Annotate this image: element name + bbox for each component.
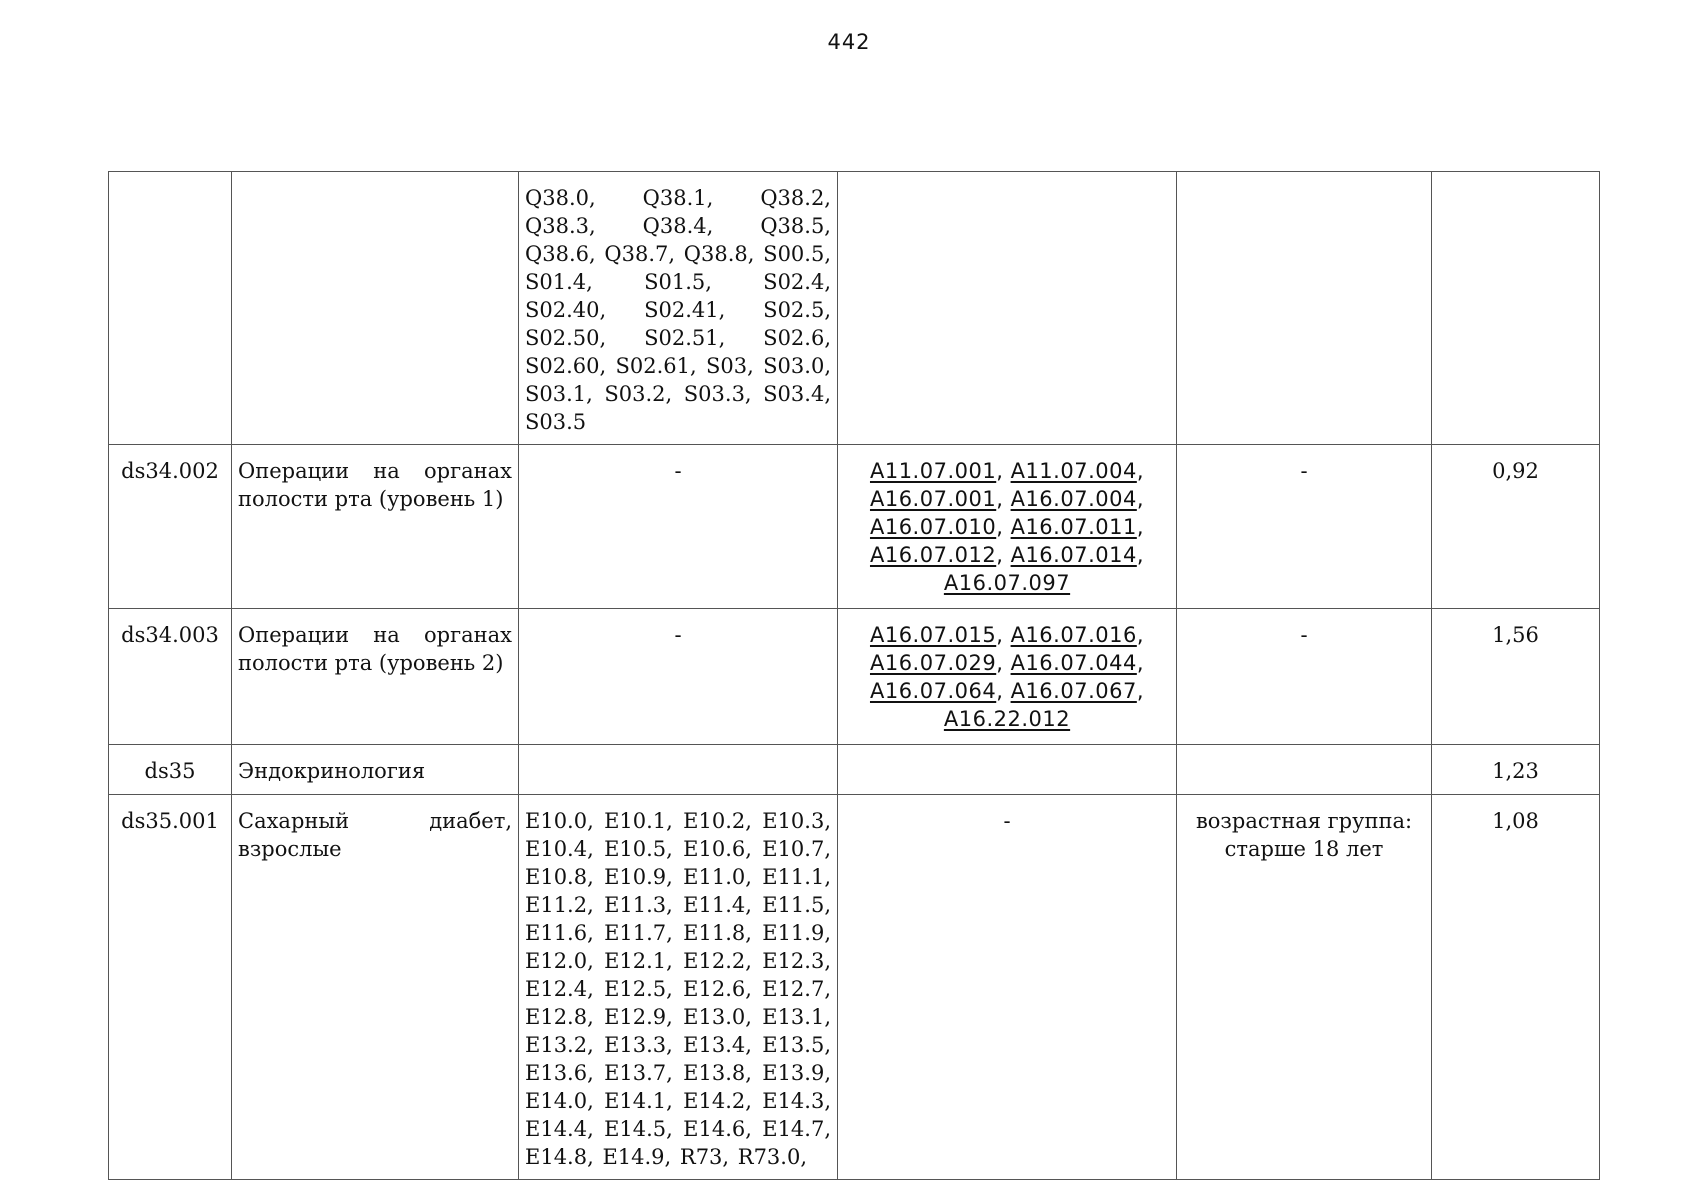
operation-code-link[interactable]: A16.07.004	[1010, 487, 1137, 511]
table-row	[109, 745, 1600, 795]
table-row	[109, 445, 1600, 609]
extra-criteria-cell: -	[1177, 609, 1432, 745]
operation-codes-cell	[838, 745, 1177, 795]
diagnosis-codes-cell	[519, 745, 838, 795]
coefficient-cell: 1,23	[1432, 745, 1600, 795]
group-name-cell	[232, 445, 519, 609]
diagnosis-codes-cell: -	[519, 445, 838, 609]
operation-code-link[interactable]: A16.07.015	[869, 623, 997, 647]
group-name-first-line: Операции на органах	[238, 623, 512, 647]
group-code-cell	[109, 172, 232, 445]
group-name-cell	[232, 609, 519, 745]
operation-code-link[interactable]: A16.07.067	[1010, 679, 1137, 703]
operation-code-link[interactable]: A16.07.044	[1010, 651, 1137, 675]
group-code-cell: ds35	[109, 745, 232, 795]
coefficient-cell: 1,08	[1432, 795, 1600, 1180]
group-name-cell	[232, 795, 519, 1180]
extra-criteria-cell: возрастная группа: старше 18 лет	[1177, 795, 1432, 1180]
operation-code-link[interactable]: A16.07.064	[869, 679, 997, 703]
coefficient-cell: 0,92	[1432, 445, 1600, 609]
group-code-cell: ds35.001	[109, 795, 232, 1180]
operation-code-link[interactable]: A16.07.029	[869, 651, 997, 675]
group-name-first-line: Сахарный диабет,	[238, 809, 512, 833]
operation-codes-cell: A11.07.001, A11.07.004, A16.07.001, A16.07.004, A16.07.010, A16.07.011, A16.07.012, A16.07.014, A16.07.097	[838, 445, 1177, 609]
extra-criteria-cell	[1177, 745, 1432, 795]
extra-criteria-cell	[1177, 172, 1432, 445]
group-code-cell: ds34.003	[109, 609, 232, 745]
extra-criteria-cell: -	[1177, 445, 1432, 609]
operation-code-link[interactable]: A16.07.012	[869, 543, 997, 567]
diagnosis-codes-cell: -	[519, 609, 838, 745]
operation-code-link[interactable]: A16.07.016	[1010, 623, 1137, 647]
group-name-rest: взрослые	[238, 837, 342, 861]
coefficient-cell	[1432, 172, 1600, 445]
operation-code-link[interactable]: A11.07.001	[869, 459, 997, 483]
operation-code-link[interactable]: A16.07.014	[1010, 543, 1137, 567]
table-row	[109, 172, 1600, 445]
operation-code-link[interactable]: A11.07.004	[1010, 459, 1137, 483]
operation-code-link[interactable]: A16.07.097	[943, 571, 1071, 595]
operation-codes-cell: -	[838, 795, 1177, 1180]
coefficient-cell: 1,56	[1432, 609, 1600, 745]
tariff-table	[108, 171, 1600, 1180]
operation-codes-cell	[838, 172, 1177, 445]
page-number: 442	[827, 30, 871, 54]
diagnosis-codes-cell: Q38.0, Q38.1, Q38.2, Q38.3, Q38.4, Q38.5, Q38.6, Q38.7, Q38.8, S00.5, S01.4, S01.5, S02.4, S02.40, S02.41, S02.5, S02.50, S02.51, S02.6, S02.60, S02.61, S03, S03.0, S03.1, S03.2, S03.3, S03.4, S03.5	[519, 172, 838, 445]
group-name-cell	[232, 172, 519, 445]
group-name-cell: Эндокринология	[232, 745, 519, 795]
group-name-rest: полости рта (уровень 2)	[238, 651, 504, 675]
operation-code-link[interactable]: A16.07.001	[869, 487, 997, 511]
operation-code-link[interactable]: A16.07.010	[869, 515, 997, 539]
group-name-rest: полости рта (уровень 1)	[238, 487, 504, 511]
operation-codes-cell: A16.07.015, A16.07.016, A16.07.029, A16.07.044, A16.07.064, A16.07.067, A16.22.012	[838, 609, 1177, 745]
group-name-first-line: Операции на органах	[238, 459, 512, 483]
operation-code-link[interactable]: A16.22.012	[943, 707, 1071, 731]
group-code-cell: ds34.002	[109, 445, 232, 609]
table-row	[109, 795, 1600, 1180]
table-row	[109, 609, 1600, 745]
diagnosis-codes-cell: E10.0, E10.1, E10.2, E10.3, E10.4, E10.5, E10.6, E10.7, E10.8, E10.9, E11.0, E11.1, E11.2, E11.3, E11.4, E11.5, E11.6, E11.7, E11.8, E11.9, E12.0, E12.1, E12.2, E12.3, E12.4, E12.5, E12.6, E12.7, E12.8, E12.9, E13.0, E13.1, E13.2, E13.3, E13.4, E13.5, E13.6, E13.7, E13.8, E13.9, E14.0, E14.1, E14.2, E14.3, E14.4, E14.5, E14.6, E14.7, E14.8, E14.9, R73, R73.0,	[519, 795, 838, 1180]
operation-code-link[interactable]: A16.07.011	[1010, 515, 1137, 539]
